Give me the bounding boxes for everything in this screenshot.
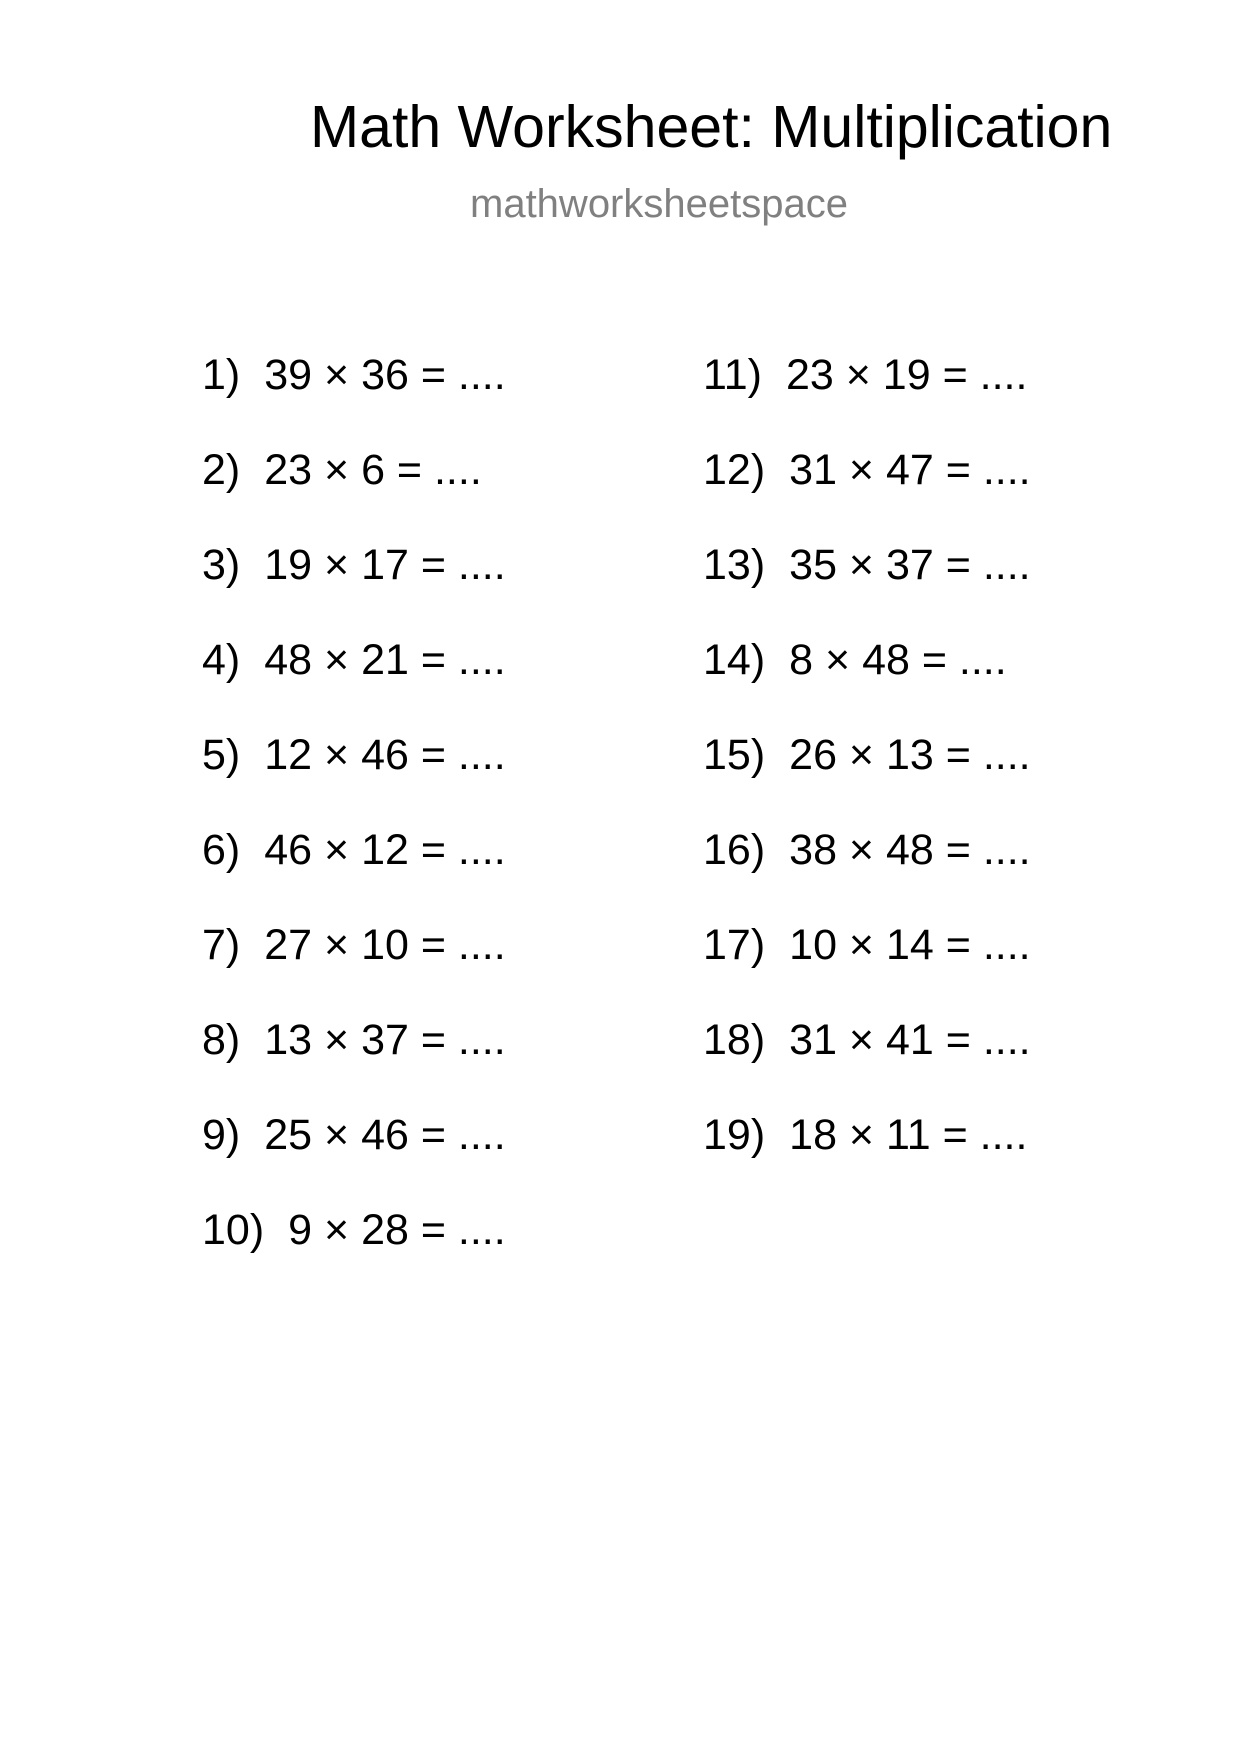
problem-item <box>703 825 1031 875</box>
problem-expression: 35 × 37 = .... <box>789 541 1031 589</box>
problem-expression: 23 × 19 = .... <box>785 351 1028 399</box>
problem-number: 16) <box>703 826 766 874</box>
problem-expression: 25 × 46 = .... <box>264 1111 506 1159</box>
problem-item <box>703 1110 1027 1160</box>
problem-number: 15) <box>703 731 766 779</box>
problem-number: 14) <box>703 636 766 684</box>
problem-expression: 9 × 28 = .... <box>288 1206 506 1254</box>
problem-number: 5) <box>202 731 241 779</box>
problem-item <box>202 920 506 970</box>
problem-number: 13) <box>703 541 766 589</box>
problem-expression: 31 × 47 = .... <box>789 446 1031 494</box>
problem-item <box>202 730 506 780</box>
problem-item <box>202 635 506 685</box>
problem-expression: 12 × 46 = .... <box>264 731 506 779</box>
problem-item <box>202 540 506 590</box>
page-title: Math Worksheet: Multiplication <box>310 94 1113 160</box>
problem-expression: 48 × 21 = .... <box>264 636 506 684</box>
problem-expression: 38 × 48 = .... <box>789 826 1031 874</box>
problem-item <box>703 920 1031 970</box>
problem-item <box>703 730 1031 780</box>
problem-expression: 10 × 14 = .... <box>789 921 1031 969</box>
problem-item <box>703 540 1031 590</box>
problem-number: 7) <box>202 921 241 969</box>
problem-number: 1) <box>202 351 241 399</box>
problem-number: 10) <box>202 1206 265 1254</box>
problem-item <box>703 350 1027 400</box>
problem-item <box>202 1205 506 1255</box>
problem-item <box>202 1015 506 1065</box>
problem-expression: 27 × 10 = .... <box>264 921 506 969</box>
problem-number: 8) <box>202 1016 241 1064</box>
problem-item <box>703 1015 1031 1065</box>
problem-expression: 8 × 48 = .... <box>789 636 1007 684</box>
problem-item <box>202 350 506 400</box>
problem-item <box>703 445 1031 495</box>
problem-number: 11) <box>703 351 762 399</box>
problem-number: 6) <box>202 826 241 874</box>
problem-item <box>202 1110 506 1160</box>
problem-item <box>202 445 482 495</box>
problem-number: 3) <box>202 541 241 589</box>
problem-number: 2) <box>202 446 241 494</box>
problem-expression: 39 × 36 = .... <box>264 351 506 399</box>
problem-number: 17) <box>703 921 766 969</box>
problem-number: 9) <box>202 1111 241 1159</box>
problem-item <box>703 635 1007 685</box>
problem-expression: 19 × 17 = .... <box>264 541 506 589</box>
problem-number: 4) <box>202 636 241 684</box>
problem-expression: 13 × 37 = .... <box>264 1016 506 1064</box>
problem-expression: 23 × 6 = .... <box>264 446 482 494</box>
problem-expression: 31 × 41 = .... <box>789 1016 1031 1064</box>
problem-number: 19) <box>703 1111 766 1159</box>
problem-number: 18) <box>703 1016 766 1064</box>
problem-expression: 46 × 12 = .... <box>264 826 506 874</box>
problem-expression: 26 × 13 = .... <box>789 731 1031 779</box>
problem-expression: 18 × 11 = .... <box>789 1111 1028 1159</box>
problem-number: 12) <box>703 446 766 494</box>
page-subtitle: mathworksheetspace <box>470 182 848 226</box>
problem-item <box>202 825 506 875</box>
